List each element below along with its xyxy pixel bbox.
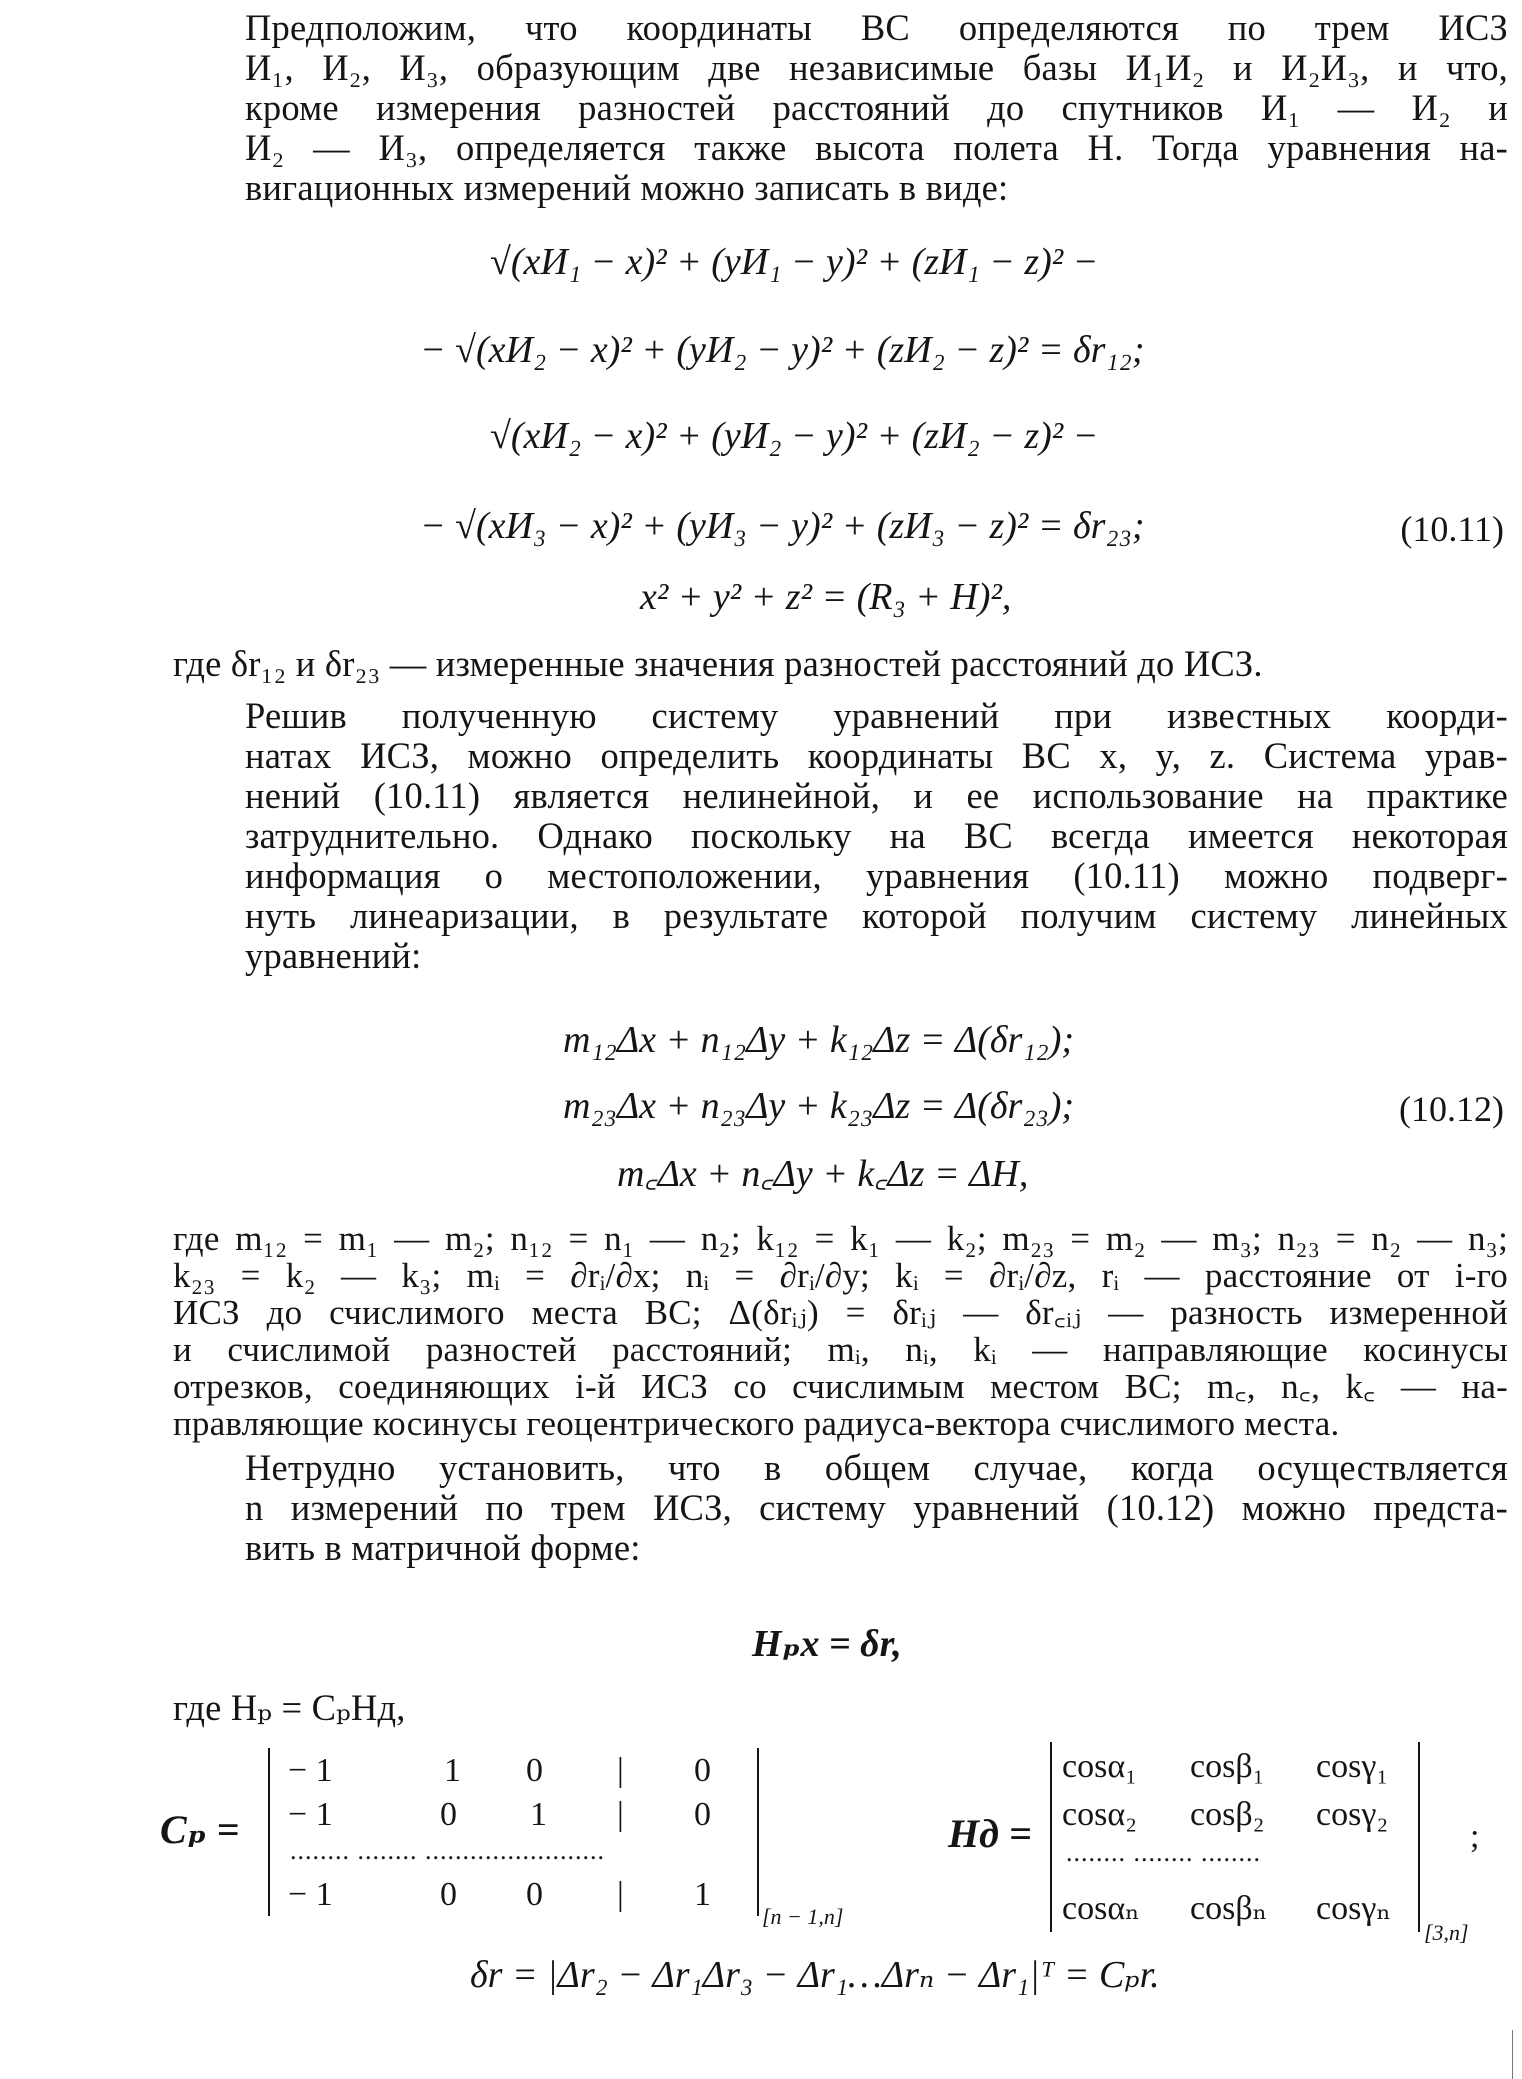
paragraph-where-3 [173, 1688, 1508, 1728]
text-line: отрезков, соединяющих i-й ИСЗ со счислимым местом ВС; m꜀, n꜀, k꜀ — на- [173, 1367, 1508, 1406]
scan-edge-line [1512, 2030, 1513, 2079]
matrix-cell: cosαₙ [1062, 1890, 1140, 1927]
matrix-cell: cosγ₂ [1316, 1796, 1389, 1833]
matrix-dots: ........ ........ ........ [1066, 1838, 1261, 1867]
text-line: где δr₁₂ и δr₂₃ — измеренные значения разностей расстояний до ИСЗ. [173, 643, 1263, 684]
text-line: И₁, И₂, И₃, образующим две независимые базы И₁И₂ и И₂И₃, и что, [245, 47, 1508, 88]
matrix-cell: | [617, 1876, 624, 1913]
text-line: затруднительно. Однако поскольку на ВС всегда имеется некоторая [245, 815, 1508, 856]
text-line: и счислимой разностей расстояний; mᵢ, nᵢ, kᵢ — направляющие косинусы [173, 1330, 1508, 1369]
text-line: нуть линеаризации, в результате которой получим систему линейных [245, 895, 1508, 936]
text-line: И₂ — И₃, определяется также высота полета H. Тогда уравнения на- [245, 127, 1508, 168]
text-line: правляющие косинусы геоцентрического радиуса-вектора счислимого места. [173, 1404, 1340, 1443]
text-line: информация о местоположении, уравнения (10.11) можно подверг- [245, 855, 1508, 896]
matrix-bracket-left [268, 1748, 270, 1916]
equation-line: − √(xИ₃ − x)² + (yИ₃ − y)² + (zИ₃ − z)² = δr₂₃; [420, 505, 1145, 547]
equation-line: x² + y² + z² = (R₃ + H)², [640, 576, 1012, 618]
paragraph-where-1 [173, 644, 1508, 684]
matrix-cell: 1 [530, 1796, 547, 1833]
matrix-cell: 0 [440, 1876, 457, 1913]
text-line: Нетрудно установить, что в общем случае, когда осуществляется [245, 1447, 1508, 1488]
matrix-cell: cosβ₂ [1190, 1796, 1265, 1833]
matrix-cell: 0 [440, 1796, 457, 1833]
equation-line: √(xИ₂ − x)² + (yИ₂ − y)² + (zИ₂ − z)² − [490, 415, 1099, 457]
matrix-cell: 1 [694, 1876, 711, 1913]
matrix-cell: 0 [526, 1876, 543, 1913]
equation-line: m꜀Δx + n꜀Δy + k꜀Δz = ΔH, [617, 1153, 1029, 1195]
text-line: вигационных измерений можно записать в виде: [245, 167, 1009, 208]
matrix-label: Cₚ = [160, 1807, 240, 1852]
matrix-dimension: [3,n] [1424, 1920, 1469, 1945]
punctuation: ; [1470, 1818, 1480, 1855]
text-line: ИСЗ до счислимого места ВС; Δ(δrᵢⱼ) = δrᵢⱼ — δr꜀ᵢⱼ — разность измеренной [173, 1293, 1508, 1332]
text-line: натах ИСЗ, можно определить координаты ВС x, y, z. Система урав- [245, 735, 1508, 776]
matrix-cell: − 1 [288, 1876, 333, 1913]
equation-line: − √(xИ₂ − x)² + (yИ₂ − y)² + (zИ₂ − z)² = δr₁₂; [420, 329, 1145, 371]
text-line: где m₁₂ = m₁ — m₂; n₁₂ = n₁ — n₂; k₁₂ = k₁ — k₂; m₂₃ = m₂ — m₃; n₂₃ = n₂ — n₃; [173, 1219, 1508, 1258]
matrix-bracket-right [757, 1748, 759, 1916]
matrix-bracket-left [1050, 1742, 1052, 1932]
equation-delta-r: δr = |Δr₂ − Δr₁Δr₃ − Δr₁…Δrₙ − Δr₁|ᵀ = Cₚr. [470, 1954, 1160, 1996]
matrix-cell: cosα₁ [1062, 1748, 1137, 1785]
equation-matrix-form: Hₚx = δr, [752, 1623, 902, 1665]
matrix-cell: cosα₂ [1062, 1796, 1137, 1833]
paragraph-where-2 [173, 1220, 1508, 1442]
matrix-cell: 0 [694, 1752, 711, 1789]
text-line: кроме измерения разностей расстояний до спутников И₁ — И₂ и [245, 87, 1508, 128]
matrix-cell: 0 [694, 1796, 711, 1833]
equation-line: √(xИ₁ − x)² + (yИ₁ − y)² + (zИ₁ − z)² − [490, 241, 1099, 283]
matrix-cell: − 1 [288, 1796, 333, 1833]
text-line: Решив полученную систему уравнений при известных коорди- [245, 695, 1508, 736]
matrix-cell: 1 [444, 1752, 461, 1789]
text-line: нений (10.11) является нелинейной, и ее использование на практике [245, 775, 1508, 816]
matrix-cell: | [617, 1752, 624, 1789]
equation-number: (10.11) [1400, 509, 1504, 549]
text-line: n измерений по трем ИСЗ, систему уравнений (10.12) можно предста- [245, 1487, 1508, 1528]
matrix-cell: cosβₙ [1190, 1890, 1268, 1927]
text-line: где Hₚ = CₚHд, [173, 1687, 406, 1728]
matrix-cell: 0 [526, 1752, 543, 1789]
matrix-dots: ........ ........ ........................ [290, 1836, 605, 1865]
matrix-cell: | [617, 1796, 624, 1833]
paragraph-intro [173, 8, 1508, 208]
matrix-cell: cosγₙ [1316, 1890, 1392, 1927]
text-line: Предположим, что координаты ВС определяются по трем ИСЗ [245, 7, 1508, 48]
paragraph-matrix-form [173, 1448, 1508, 1568]
text-line: k₂₃ = k₂ — k₃; mᵢ = ∂rᵢ/∂x; nᵢ = ∂rᵢ/∂y; kᵢ = ∂rᵢ/∂z, rᵢ — расстояние от i-го [173, 1256, 1508, 1295]
equation-line: m₁₂Δx + n₁₂Δy + k₁₂Δz = Δ(δr₁₂); [563, 1019, 1075, 1061]
paragraph-solution [173, 696, 1508, 976]
equation-line: m₂₃Δx + n₂₃Δy + k₂₃Δz = Δ(δr₂₃); [563, 1085, 1075, 1127]
text-line: уравнений: [245, 935, 422, 976]
text-line: вить в матричной форме: [245, 1527, 641, 1568]
matrix-cell: cosγ₁ [1316, 1748, 1389, 1785]
matrix-dimension: [n − 1,n] [762, 1904, 844, 1929]
matrix-cell: − 1 [288, 1752, 333, 1789]
matrix-label: Hд = [948, 1811, 1032, 1856]
matrix-cell: cosβ₁ [1190, 1748, 1265, 1785]
equation-number: (10.12) [1399, 1089, 1504, 1129]
matrix-bracket-right [1418, 1742, 1420, 1932]
